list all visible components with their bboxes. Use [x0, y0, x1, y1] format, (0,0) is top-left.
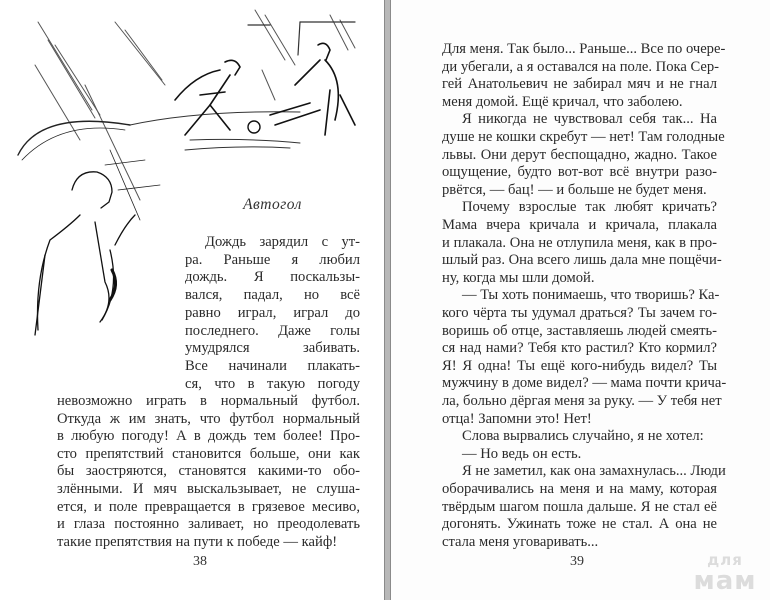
text-line: мужчину в доме видел? — мама почти крича-	[442, 375, 727, 392]
text-line: львы. Они дерут беспощадно, жадно. Такое	[442, 146, 717, 163]
text-line: ется, и поле превращается в грязевое месиво,	[57, 498, 360, 515]
watermark-logo	[690, 553, 760, 594]
text-line: бы заостряются, становятся какими-то обо-	[57, 463, 360, 480]
text-line: воришь об отце, заставляешь людей смеять-	[442, 322, 717, 339]
page-number-left: 38	[193, 554, 207, 569]
text-line: — Ты хоть понимаешь, что творишь? Ка-	[462, 287, 720, 304]
text-line: и глаза постоянно заливает, но преодолевать	[57, 516, 360, 533]
text-line: рвётся, — бац! — и больше не будет меня.	[442, 181, 707, 198]
text-line: злёнными. И мяч выскальзывает, не слуша-	[57, 481, 360, 497]
text-line: Для меня. Так было... Раньше... Все по очере-	[442, 41, 726, 57]
text-line: Откуда ж им знать, что футбол нормальный	[57, 410, 360, 427]
text-line: и плакала. Она не отлупила меня, как в про-	[442, 234, 717, 251]
text-line: догонять. Ужинать тоже не стал. А она не	[442, 516, 717, 533]
text-line: умудрялся забивать.	[185, 340, 360, 357]
text-line: шлый раз. Она всего лишь дала мне пощёчи-	[442, 252, 722, 269]
text-line: Я не заметил, как она замахнулась... Люди	[462, 463, 726, 480]
text-line: такие препятствия на пути к победе — кайф!	[57, 533, 338, 550]
watermark-bottom: мам	[693, 566, 757, 596]
text-line: кого чёрта ты удумал драться? Ты зачем го-	[442, 305, 717, 321]
text-line: — Но ведь он есть.	[462, 445, 582, 462]
text-line: гей Анатольевич не забирал мяч и не гнал	[442, 76, 717, 93]
watermark-top: для	[707, 551, 743, 569]
text-line: ся над нами? Тебя кто растил? Кто кормил?	[442, 340, 717, 357]
text-line: Дождь зарядил с ут-	[205, 234, 360, 250]
text-line: ла, больно дёргая меня за руку. — У тебя нет	[442, 393, 722, 409]
page-number-right: 39	[570, 554, 584, 569]
text-line: меня домой. Ещё кричал, что заболею.	[442, 93, 683, 110]
text-line: душе не кошки скребут — нет! Там голодные	[442, 129, 725, 145]
text-line: вался, падал, но всё	[185, 287, 360, 304]
text-line: стала меня уговаривать...	[442, 533, 599, 550]
book-spine	[384, 0, 391, 600]
text-line: ся, что в такую погоду	[185, 375, 360, 392]
right-page	[391, 0, 770, 600]
text-line: ра. Раньше я любил	[185, 251, 360, 268]
text-line: дождь. Я поскальзы-	[185, 269, 360, 286]
text-line: последнего. Даже голы	[185, 322, 360, 339]
text-line: оборачивались на меня и на маму, которая	[442, 481, 717, 497]
text-line: отца! Запомни это! Нет!	[442, 410, 592, 427]
text-line: невозможно играть в нормальный футбол.	[57, 393, 360, 409]
text-line: Я никогда не чувствовал себя так... На	[462, 111, 717, 128]
text-line: ди убегали, а я оставался на поле. Пока Сер-	[442, 58, 720, 75]
text-line: Слова вырвались случайно, я не хотел:	[462, 428, 704, 445]
text-line: Почему взрослые так любят кричать?	[462, 199, 717, 216]
text-line: ощущение, будто вот-вот всё внутри разо-	[442, 164, 717, 181]
text-line: Мама вчера кричала и кричала, плакала	[442, 217, 717, 233]
text-line: равно играл, играл до	[185, 304, 360, 321]
text-line: в любую погоду! А в дождь тем более! Про-	[57, 428, 360, 445]
text-line: Я! Я одна! Ты ещё кого-нибудь видел? Ты	[442, 357, 717, 374]
text-line: Все начинали плакать-	[185, 357, 360, 374]
text-line: сто препятствий становится больше, они как	[57, 445, 360, 462]
chapter-title: Автогол	[243, 196, 302, 213]
text-line: ну, когда мы шли домой.	[442, 269, 595, 286]
text-line: твёрдым шагом пошла дальше. Я не стал её	[442, 498, 717, 515]
